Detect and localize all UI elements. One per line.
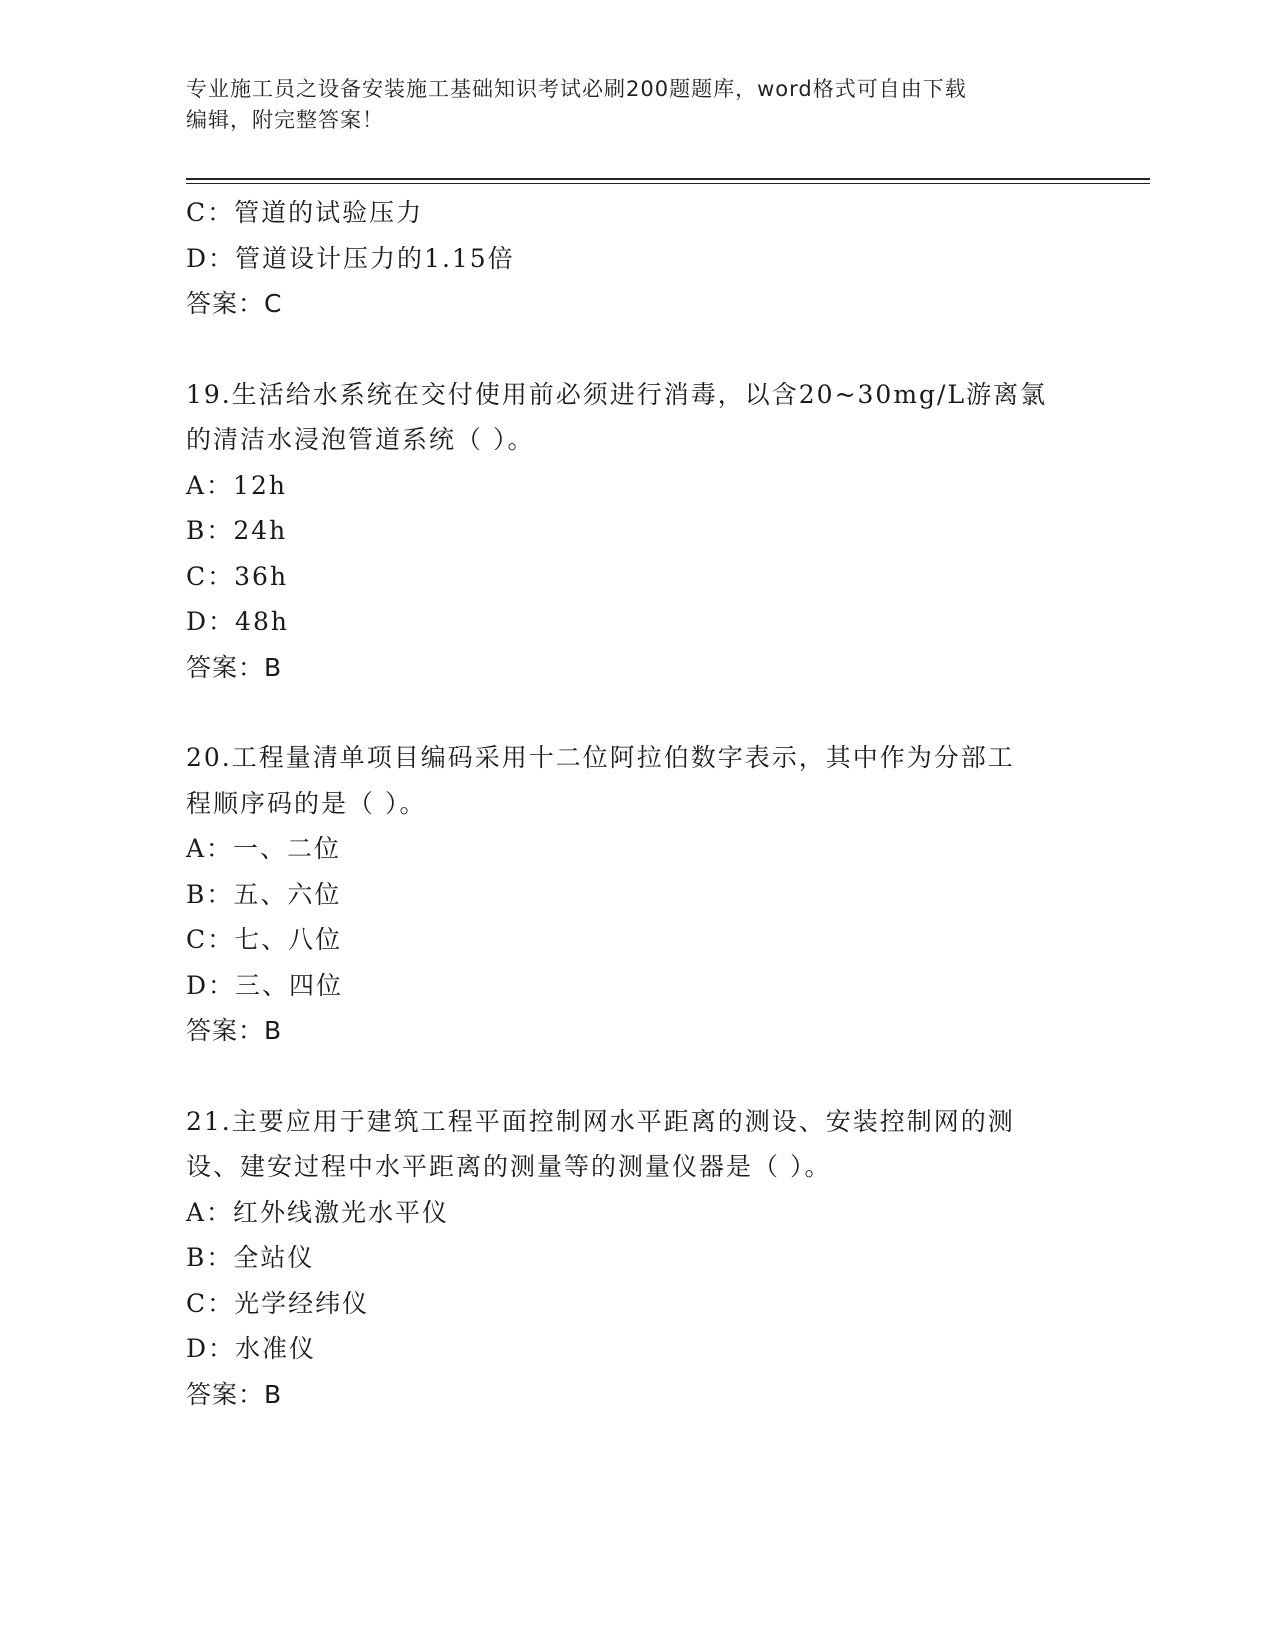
option-a: A：一、二位 [186, 834, 342, 863]
option-d: D：水准仪 [186, 1334, 317, 1363]
answer-line: 答案：C [186, 289, 283, 318]
option-c: C：管道的试验压力 [186, 198, 424, 227]
question-text-line: 19.生活给水系统在交付使用前必须进行消毒，以含20~30mg/L游离氯 [186, 379, 1048, 409]
question-20 [186, 735, 1086, 1054]
question-19 [186, 372, 1086, 691]
header-line-1: 专业施工员之设备安装施工基础知识考试必刷200题题库，word格式可自由下载 [186, 77, 967, 101]
option-b: B：24h [186, 516, 288, 545]
header-line-2: 编辑，附完整答案！ [186, 108, 384, 132]
option-a: A：12h [186, 470, 287, 500]
option-b: B：全站仪 [186, 1243, 315, 1272]
document-body [186, 190, 1086, 1417]
answer-line: 答案：B [186, 1016, 283, 1045]
option-b: B：五、六位 [186, 879, 342, 909]
answer-line: 答案：B [186, 652, 283, 682]
question-text-line: 21.主要应用于建筑工程平面控制网水平距离的测设、安装控制网的测 [186, 1106, 1015, 1136]
option-d: D：三、四位 [186, 970, 344, 1000]
option-d: D：管道设计压力的1.15倍 [186, 243, 515, 273]
question-text-line: 设、建安过程中水平距离的测量等的测量仪器是（ ）。 [186, 1152, 832, 1181]
header-divider-thick [186, 178, 1150, 180]
option-c: C：36h [186, 561, 289, 591]
option-c: C：光学经纬仪 [186, 1288, 370, 1318]
answer-line: 答案：B [186, 1379, 283, 1409]
option-c: C：七、八位 [186, 925, 343, 954]
header-divider-thin [186, 183, 1150, 184]
question-text-line: 程顺序码的是（ ）。 [186, 788, 427, 818]
document-header [186, 74, 1066, 136]
option-d: D：48h [186, 607, 289, 636]
question-21 [186, 1099, 1086, 1418]
option-a: A：红外线激光水平仪 [186, 1197, 450, 1227]
question-text-line: 的清洁水浸泡管道系统（ ）。 [186, 425, 535, 454]
question-text-line: 20.工程量清单项目编码采用十二位阿拉伯数字表示，其中作为分部工 [186, 743, 1015, 772]
previous-question-tail [186, 190, 1086, 327]
